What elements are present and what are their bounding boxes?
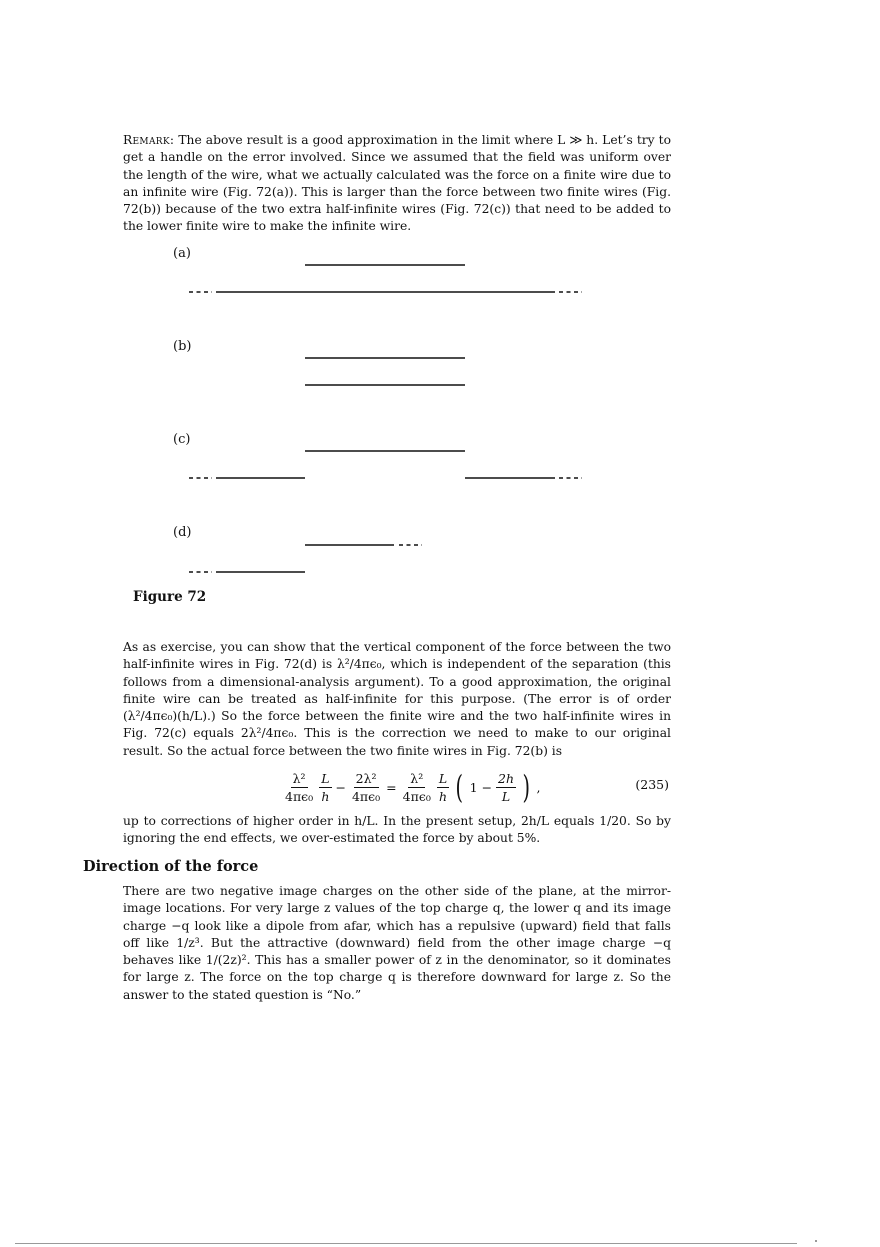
figure-label-d: (d) (173, 525, 192, 540)
figure-label-b: (b) (173, 339, 192, 354)
footer-rule (15, 1243, 797, 1244)
frac-denominator: h (321, 788, 330, 804)
frac-L-over-h-2 (437, 771, 449, 804)
frac-2lambda-over-4pieps (350, 771, 382, 804)
frac-denominator: 4πϵ₀ (351, 788, 381, 804)
minus-sign: − (335, 779, 346, 795)
equation-235 (123, 763, 671, 811)
frac-2h-over-L (496, 771, 516, 804)
frac-lambda-over-4pieps-2 (401, 771, 433, 804)
figure-title: Figure 72 (133, 589, 207, 605)
equation-body (283, 763, 541, 811)
after-equation-paragraph: up to corrections of higher order in h/L. In the present setup, 2h/L equals 1/20. So by ignoring the end effects, we over-estimated the force by about 5%. (123, 814, 671, 846)
equation-number: (235) (635, 777, 669, 792)
frac-denominator: 4πϵ₀ (285, 788, 314, 804)
frac-numerator: λ² (292, 770, 306, 786)
close-paren: ) (522, 768, 531, 806)
exercise-paragraph: As as exercise, you can show that the vertical component of the force between the two half-infinite wires in Fig. 72(d) is λ²/4πϵ₀, which is independent of the separation (this follows from a dimensional-analysis argument). To a good approximation, the original finite wire can be treated as half-infinite for this purpose. (The error is of order (λ²/4πϵ₀)(h/L).) So the force between the finite wire and the two half-infinite wires in Fig. 72(c) equals 2λ²/4πϵ₀. This is the correction we need to make to our original result. So the actual force between the two finite wires in Fig. 72(b) is (123, 640, 671, 758)
frac-denominator: L (501, 788, 511, 804)
frac-numerator: L (438, 770, 448, 786)
frac-lambda-over-4pieps (283, 771, 315, 804)
remark-text: The above result is a good approximation in the limit where L ≫ h. Let’s try to get a handle on the error involved. Since we assumed that the field was uniform over the length of the wire, what we actually calculated was the force on a finite wire due to an infinite wire (Fig. 72(a)). This is larger than the force between two finite wires (Fig. 72(b)) because of the two extra half-infinite wires (Fig. 72(c)) that need to be added to the lower finite wire to make the infinite wire. (123, 133, 671, 234)
equals-sign: = (386, 779, 397, 795)
section-heading: Direction of the force (83, 858, 259, 875)
figure-label-a: (a) (173, 246, 191, 261)
section-paragraph: There are two negative image charges on the other side of the plane, at the mirror-image locations. For very large z values of the top charge q, the lower q and its image charge −q look like a dipole from afar, which has a repulsive (upward) field that falls off like 1/z³. But the attractive (downward) field from the other image charge −q behaves like 1/(2z)². This has a smaller power of z in the denominator, so it dominates for large z. The force on the top charge q is therefore downward for large z. So the answer to the stated question is “No.” (123, 884, 671, 1002)
frac-numerator: 2h (498, 770, 515, 786)
equation-comma: , (536, 779, 541, 795)
open-paren: ( (455, 768, 464, 806)
frac-denominator: h (438, 788, 448, 804)
footer-dot (815, 1240, 817, 1242)
frac-L-over-h (319, 771, 331, 804)
figure-label-c: (c) (173, 432, 191, 447)
one-minus: 1 − (469, 779, 493, 795)
frac-denominator: 4πϵ₀ (402, 788, 431, 804)
frac-numerator: L (321, 770, 330, 786)
figure-72-diagram (0, 0, 880, 620)
remark-label: Remark: (123, 133, 175, 147)
frac-numerator: 2λ² (355, 770, 377, 786)
frac-numerator: λ² (410, 770, 424, 786)
